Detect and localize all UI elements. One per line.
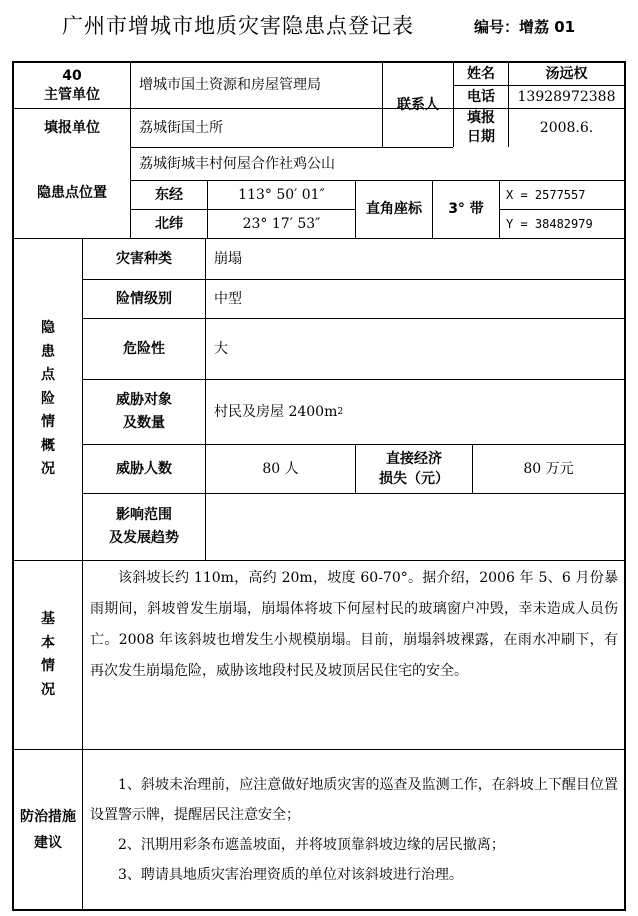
danger-section-label: 隐 患 点 险 情 概 况	[41, 320, 55, 478]
measure-item: 1、斜坡未治理前，应注意做好地质灾害的巡查及监测工作，在斜坡上下醒目位置设置警示牌，提醒居民注意安全；	[90, 777, 618, 823]
record-code: 编号：增荔 01	[474, 18, 576, 36]
danger-level-label: 险情级别	[116, 290, 172, 307]
location-label: 隐患点位置	[37, 184, 107, 201]
economic-loss-value: 80 万元	[523, 460, 574, 477]
phone-value: 13928972388	[517, 88, 616, 105]
name-label: 姓名	[467, 65, 495, 82]
threat-people-value: 80 人	[262, 460, 299, 477]
north-latitude-value: 23° 17′ 53″	[242, 215, 321, 232]
contact-label: 联系人	[397, 96, 439, 113]
impact-scope-label: 影响范围 及发展趋势	[109, 506, 179, 546]
manager-unit-value: 增城市国土资源和房屋管理局	[139, 77, 321, 94]
band-label: 3° 带	[448, 201, 484, 218]
y-coordinate: Y = 38482979	[506, 216, 593, 231]
x-coordinate: X = 2577557	[506, 187, 586, 202]
basic-description: 该斜坡长约 110m，高约 20m，坡度 60-70°。据介绍，2006 年 5、6 月份暴雨期间，斜坡曾发生崩塌，崩塌体将坡下何屋村民的玻璃窗户冲毁，幸未造成人员伤亡。2008 年该斜坡也增发生小规模崩塌。目前，崩塌斜坡裸露，在雨水冲刷下，有再次发生崩塌危险，威胁该地段村民及坡顶居民住宅的安全。	[90, 570, 618, 679]
east-longitude-label: 东经	[155, 186, 183, 203]
manager-unit-label: 40 主管单位	[44, 67, 100, 103]
rect-coord-label: 直角座标	[366, 201, 422, 218]
title-bar	[0, 8, 638, 42]
basic-section-label: 基 本 情 况	[41, 611, 55, 698]
name-value: 汤远权	[545, 65, 588, 82]
measure-item: 2、汛期用彩条布遮盖坡面，并将坡顶靠斜坡边缘的居民撤离；	[118, 837, 505, 853]
threat-people-label: 威胁人数	[116, 460, 172, 477]
fill-date-label: 填报 日期	[467, 110, 495, 145]
hazard-type-label: 灾害种类	[116, 250, 172, 267]
north-latitude-label: 北纬	[155, 215, 183, 232]
location-address: 荔城街城丰村何屋合作社鸡公山	[139, 155, 335, 172]
hazard-type-value: 崩塌	[214, 250, 242, 267]
measures-label: 防治措施 建议	[20, 808, 76, 851]
risk-label: 危险性	[123, 340, 165, 357]
measure-item: 3、聘请具地质灾害治理资质的单位对该斜坡进行治理。	[118, 867, 463, 883]
page-title: 广州市增城市地质灾害隐患点登记表	[62, 14, 414, 38]
fill-unit-value: 荔城街国土所	[139, 119, 223, 136]
threat-target-label: 威胁对象 及数量	[116, 391, 172, 431]
fill-date-value: 2008.6.	[539, 119, 594, 136]
registration-table	[12, 61, 626, 911]
east-longitude-value: 113° 50′ 01″	[238, 186, 325, 203]
phone-label: 电话	[467, 88, 495, 105]
fill-unit-label: 填报单位	[44, 119, 100, 136]
measures-list	[90, 770, 618, 890]
impact-scope-value	[206, 494, 624, 560]
risk-value: 大	[214, 340, 228, 357]
economic-loss-label: 直接经济 损失（元）	[379, 451, 449, 487]
danger-level-value: 中型	[214, 290, 242, 307]
threat-target-value: 村民及房屋 2400m 2	[214, 403, 344, 420]
